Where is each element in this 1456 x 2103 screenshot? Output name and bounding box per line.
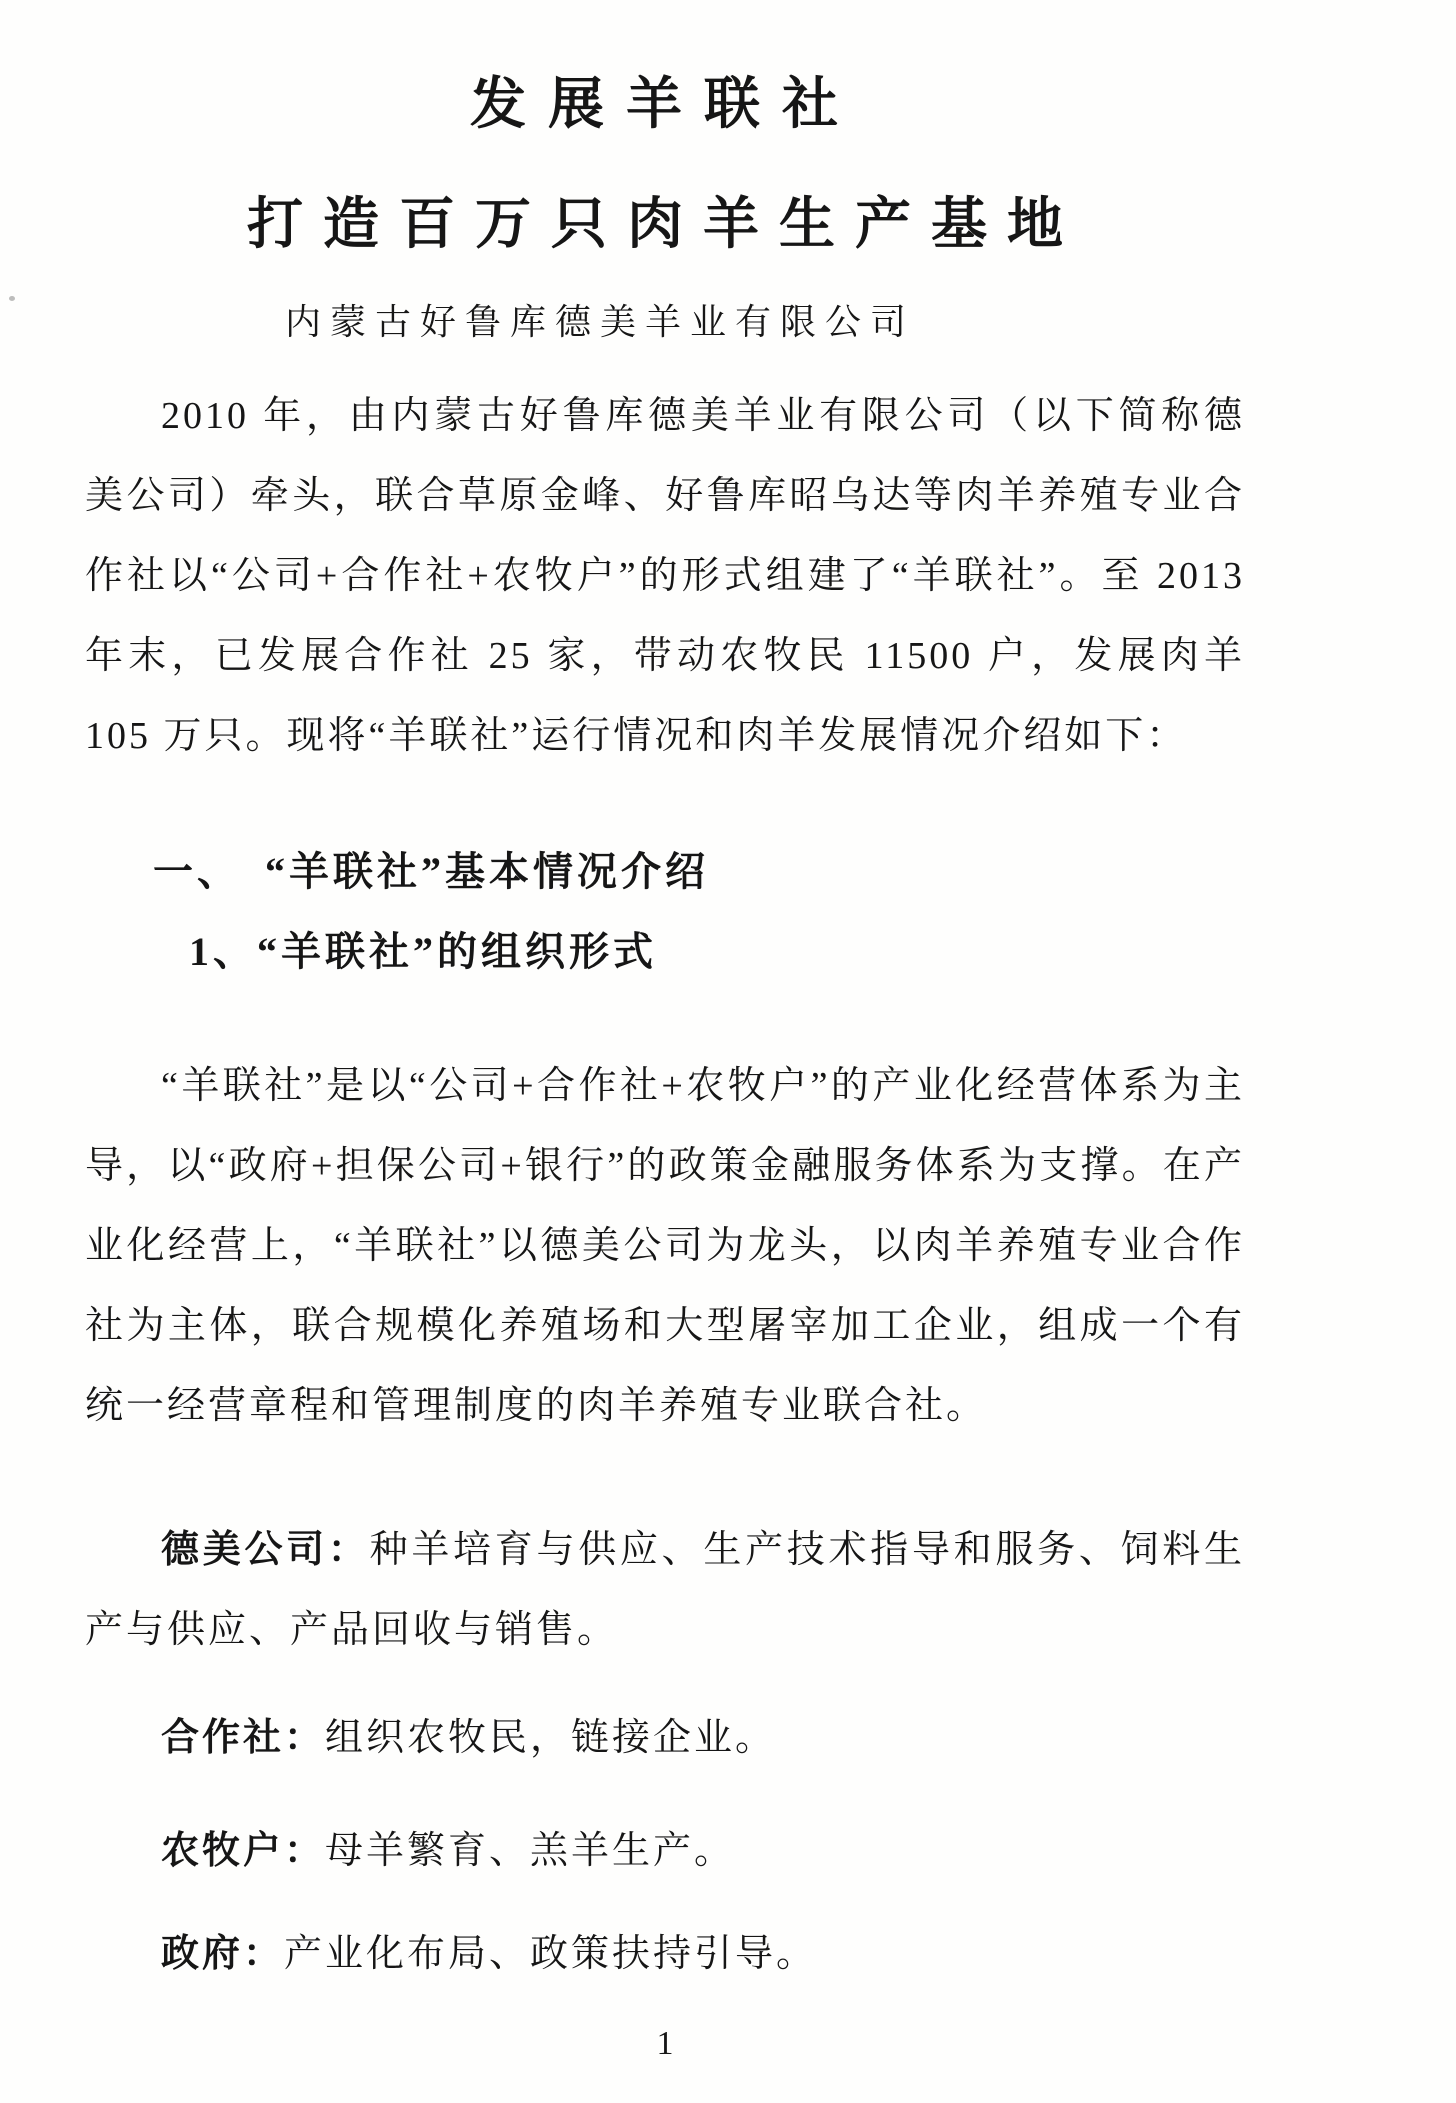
role-label-demei: 德美公司： [161,1529,370,1571]
subsection-heading: 1、“羊联社”的组织形式 [189,929,657,974]
role-text-nongmuhu: 母羊繁育、羔羊生产。 [325,1830,736,1872]
role-text-zhengfu: 产业化布局、政策扶持引导。 [284,1933,818,1975]
document-title-line1: 发展羊联社 [470,74,860,136]
role-paragraph-zhengfu [85,1914,1245,1994]
role-text-demei: 种羊培育与供应、生产技术指导和服务、饲料生产与供应、产品回收与销售。 [85,1529,1245,1651]
role-paragraph-nongmuhu [85,1811,1245,1891]
organization-paragraph: “羊联社”是以“公司+合作社+农牧户”的产业化经营体系为主导，以“政府+担保公司+银行”的政策金融服务体系为支撑。在产业化经营上，“羊联社”以德美公司为龙头，以肉羊养殖专业合作社为主体，联合规模化养殖场和大型屠宰加工企业，组成一个有统一经营章程和管理制度的肉羊养殖专业联合社。 [85,1065,1245,1427]
scan-artifact-dot [9,296,15,301]
document-title-line2: 打造百万只肉羊生产基地 [247,194,1083,256]
role-label-zhengfu: 政府： [161,1933,285,1975]
role-label-hezuoshe: 合作社： [161,1717,326,1759]
document-content [85,0,1245,2066]
section-heading: 一、 “羊联社”基本情况介绍 [153,849,709,894]
role-text-hezuoshe: 组织农牧民，链接企业。 [325,1717,777,1759]
page-number: 1 [656,2025,674,2062]
intro-paragraph: 2010 年，由内蒙古好鲁库德美羊业有限公司（以下简称德美公司）牵头，联合草原金峰、好鲁库昭乌达等肉羊养殖专业合作社以“公司+合作社+农牧户”的形式组建了“羊联社”。至 2013 年末，已发展合作社 25 家，带动农牧民 11500 户，发展肉羊 105 万只。现将“羊联社”运行情况和肉羊发展情况介绍如下： [85,395,1245,757]
role-paragraph-hezuoshe [85,1698,1245,1778]
role-label-nongmuhu: 农牧户： [161,1830,326,1872]
role-paragraph-demei [85,1510,1245,1670]
document-byline: 内蒙古好鲁库德美羊业有限公司 [284,302,915,342]
